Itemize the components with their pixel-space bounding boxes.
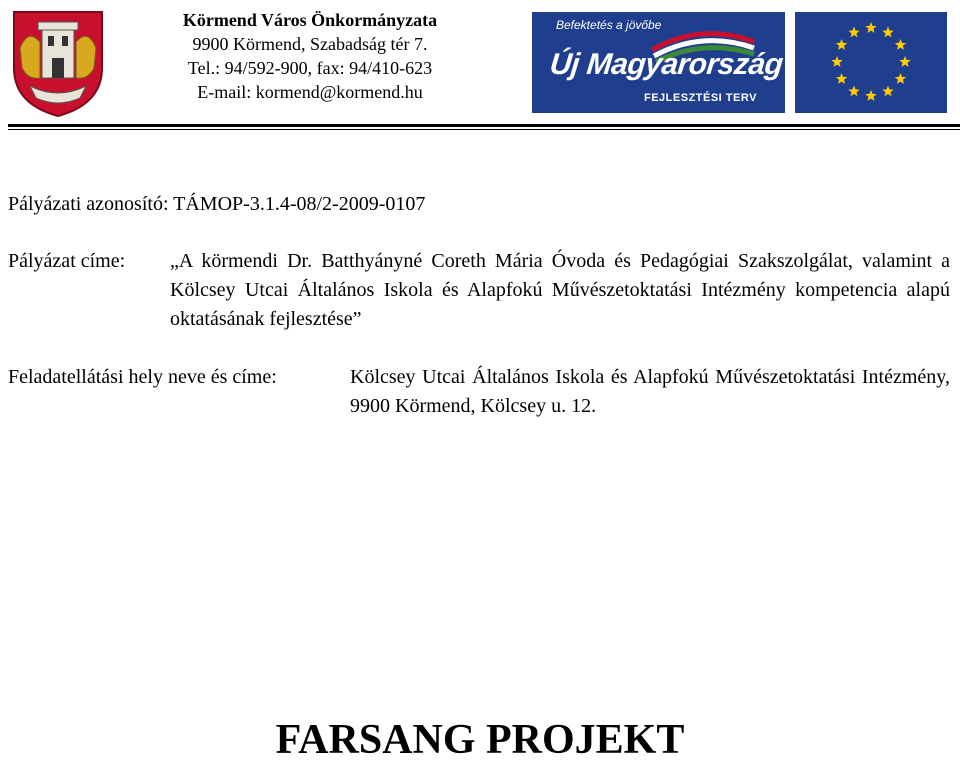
eu-star-icon (836, 73, 847, 84)
eu-star-icon (899, 56, 910, 67)
eu-star-icon (895, 39, 906, 50)
organization-phone: Tel.: 94/592-900, fax: 94/410-623 (187, 58, 433, 78)
organization-name: Körmend Város Önkormányzata (182, 10, 438, 30)
eu-star-icon (848, 85, 859, 96)
eu-star-icon (882, 85, 893, 96)
organization-email: E-mail: kormend@kormend.hu (197, 82, 423, 102)
logo-slogan: Befektetés a jövőbe (556, 18, 662, 32)
eu-star-icon (865, 90, 876, 101)
eu-star-icon (882, 27, 893, 38)
eu-star-icon (865, 22, 876, 33)
kormend-coat-of-arms-icon (10, 8, 106, 118)
organization-address: 9900 Körmend, Szabadság tér 7. (192, 34, 428, 54)
eu-star-icon (848, 27, 859, 38)
project-identifier: Pályázati azonosító: TÁMOP-3.1.4-08/2-2009-0107 (8, 193, 426, 215)
organization-contact-block (140, 8, 480, 104)
eu-star-icon (836, 39, 847, 50)
project-title-label: Pályázat címe: (8, 250, 126, 272)
eu-star-icon (895, 73, 906, 84)
project-title-text: „A körmendi Dr. Batthyányné Coreth Mária Óvoda és Pedagógiai Szakszolgálat, valamint a Kölcsey Utcai Általános Iskola és Alapfokú Művészetoktatási Intézmény kompetencia alapú oktatásának fejlesztése” (170, 250, 950, 330)
header-divider-thin (8, 129, 960, 130)
site-label: Feladatellátási hely neve és címe: (8, 366, 277, 388)
uj-magyarorszag-logo (532, 12, 785, 113)
logo-brand: Új Magyarország (548, 48, 785, 81)
site-name-address: Kölcsey Utcai Általános Iskola és Alapfokú Művészetoktatási Intézmény, 9900 Körmend, Kölcsey u. 12. (350, 366, 950, 417)
header-divider-thick (8, 124, 960, 127)
eu-flag-icon (795, 12, 947, 113)
logo-subtitle: FEJLESZTÉSI TERV (644, 92, 757, 104)
eu-star-icon (831, 56, 842, 67)
document-heading: FARSANG PROJEKT (275, 717, 685, 763)
